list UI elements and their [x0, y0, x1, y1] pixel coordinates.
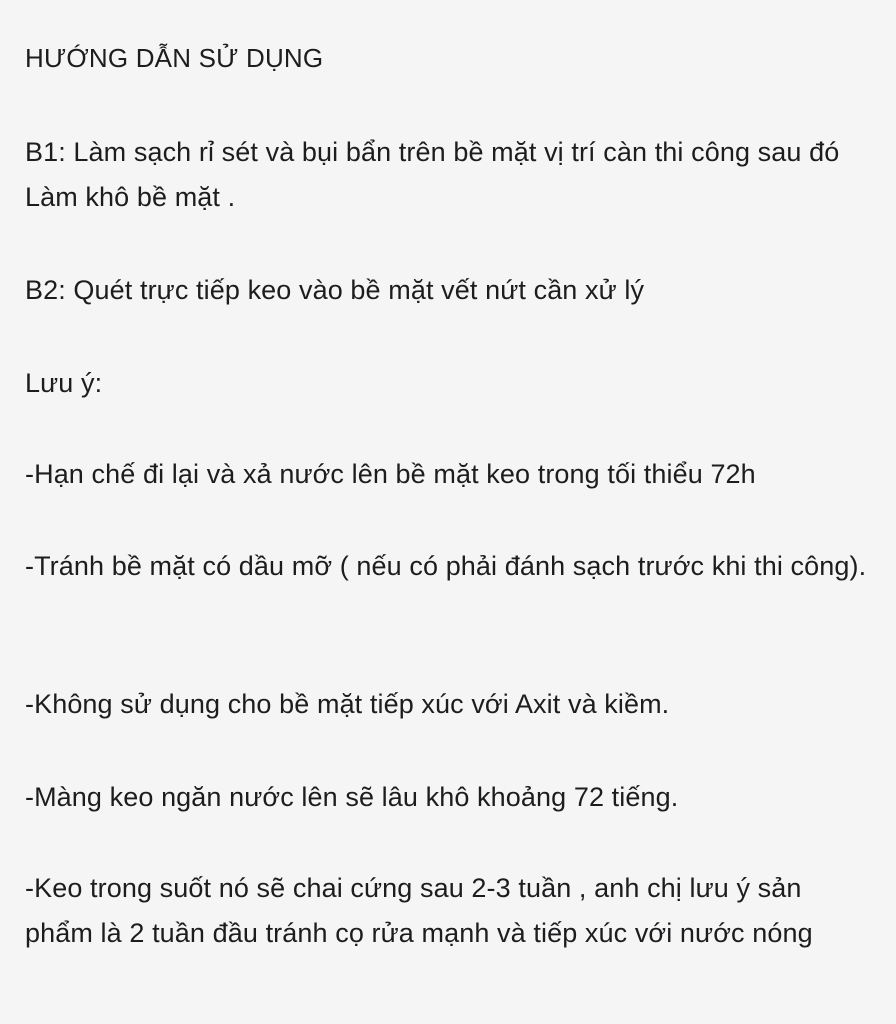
note-item-5: -Keo trong suốt nó sẽ chai cứng sau 2-3 tuần , anh chị lưu ý sản phẩm là 2 tuần đầu tránh cọ rửa mạnh và tiếp xúc với nước nóng	[25, 873, 813, 948]
note-item-2: -Tránh bề mặt có dầu mỡ ( nếu có phải đánh sạch trước khi thi công).	[25, 551, 867, 581]
note-heading: Lưu ý:	[25, 368, 103, 398]
note-item-4: -Màng keo ngăn nước lên sẽ lâu khô khoảng 72 tiếng.	[25, 782, 679, 812]
step-2-text: B2: Quét trực tiếp keo vào bề mặt vết nứt cần xử lý	[25, 275, 645, 305]
page-title: HƯỚNG DẪN SỬ DỤNG	[25, 43, 324, 73]
note-item-3: -Không sử dụng cho bề mặt tiếp xúc với Axit và kiềm.	[25, 689, 670, 719]
note-item-1: -Hạn chế đi lại và xả nước lên bề mặt keo trong tối thiểu 72h	[25, 459, 756, 489]
step-1-text: B1: Làm sạch rỉ sét và bụi bẩn trên bề mặt vị trí càn thi công sau đó Làm khô bề mặt .	[25, 137, 840, 212]
